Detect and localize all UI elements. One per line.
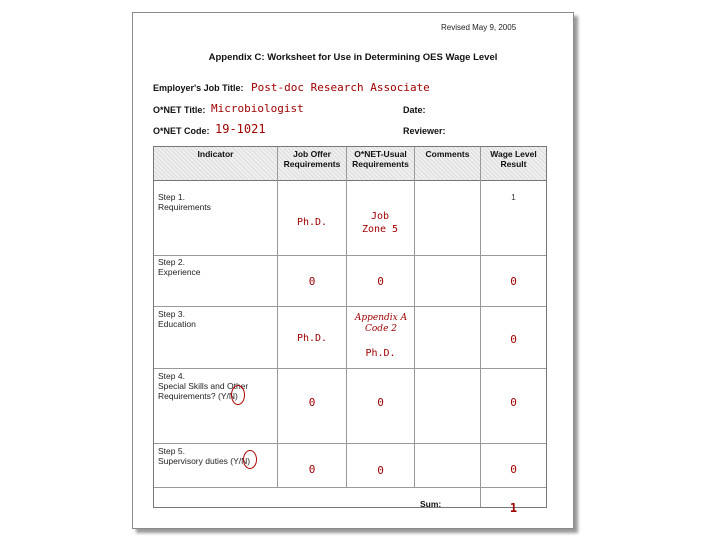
yes-no-circle-mark	[231, 385, 245, 405]
step-name: Experience	[158, 267, 201, 277]
header-comments: Comments	[425, 149, 470, 159]
row-divider	[154, 443, 546, 444]
wage-level-value: 0	[510, 333, 517, 346]
header-wage-level: Wage Level Result	[490, 149, 537, 169]
worksheet-page	[132, 12, 574, 529]
table-row	[158, 309, 196, 329]
step-number: Step 5.	[158, 446, 185, 456]
reviewer-label: Reviewer:	[403, 126, 446, 136]
sum-value: 1	[509, 501, 518, 515]
onet-code-label: O*NET Code:	[153, 126, 210, 136]
step-number: Step 3.	[158, 309, 185, 319]
row-divider	[154, 368, 546, 369]
yes-no-circle-mark	[243, 450, 257, 469]
sum-label: Sum:	[420, 499, 442, 509]
onet-title-value: Microbiologist	[211, 102, 304, 115]
onet-title-label: O*NET Title:	[153, 105, 206, 115]
wage-level-value: 0	[510, 396, 517, 409]
wage-level-table	[153, 146, 547, 515]
onet-value: Ph.D.	[365, 348, 396, 359]
job-title-value: Post-doc Research Associate	[251, 81, 430, 94]
onet-code-value: 19-1021	[215, 122, 266, 136]
job-offer-value: 0	[308, 275, 316, 288]
step-name: Special Skills and Other Requirements? (Y/N)	[158, 381, 249, 401]
date-label: Date:	[403, 105, 426, 115]
job-offer-value: Ph.D.	[296, 333, 328, 344]
wage-level-value: 0	[510, 275, 517, 288]
wage-level-value: 1	[511, 193, 516, 202]
header-indicator: Indicator	[197, 149, 234, 159]
header-job-offer: Job Offer Requirements	[283, 149, 341, 169]
wage-level-value: 0	[510, 463, 517, 476]
step-number: Step 1.	[158, 192, 185, 202]
table-row	[158, 192, 211, 212]
onet-value: Job Zone 5	[361, 211, 399, 235]
header-onet-usual: O*NET-Usual Requirements	[352, 149, 409, 169]
step-name: Supervisory duties (Y/N)	[158, 456, 251, 466]
step-name: Requirements	[158, 202, 211, 212]
job-title-label: Employer's Job Title:	[153, 83, 244, 93]
table-row	[158, 371, 268, 401]
step-name: Education	[158, 319, 196, 329]
job-offer-value: 0	[308, 463, 316, 476]
step-number: Step 2.	[158, 257, 185, 267]
job-offer-value: Ph.D.	[296, 217, 328, 228]
onet-value: 0	[377, 275, 384, 288]
step-number: Step 4.	[158, 371, 185, 381]
row-divider	[154, 487, 546, 488]
col-divider	[414, 147, 415, 487]
revision-date: Revised May 9, 2005	[441, 23, 517, 32]
table-row	[158, 257, 201, 277]
row-divider	[154, 255, 546, 256]
worksheet-title: Appendix C: Worksheet for Use in Determining OES Wage Level	[208, 52, 498, 63]
col-divider	[277, 147, 278, 487]
table-row	[158, 446, 250, 466]
col-divider	[346, 147, 347, 487]
onet-value: 0	[377, 396, 384, 409]
onet-value: 0	[377, 464, 384, 477]
onet-note: Appendix A Code 2	[354, 313, 408, 334]
job-offer-value: 0	[308, 396, 316, 409]
row-divider	[154, 306, 546, 307]
